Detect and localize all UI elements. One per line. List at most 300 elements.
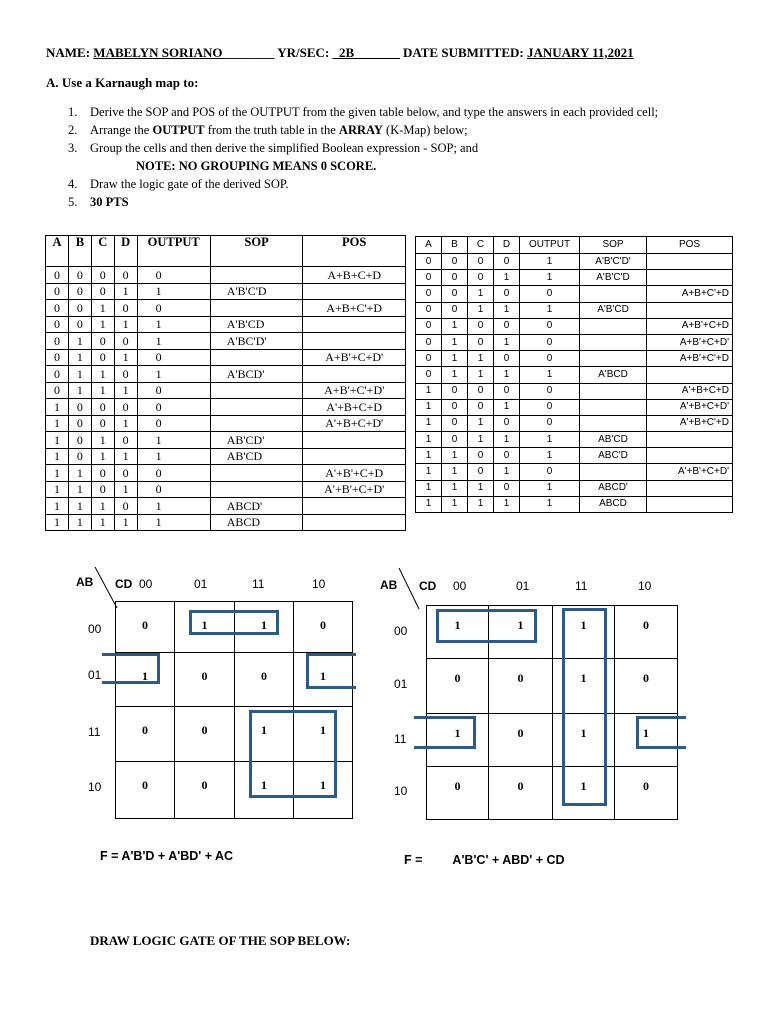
table-cell: 1 (442, 318, 468, 334)
table-row (416, 448, 733, 464)
table-cell: 0 (46, 349, 69, 366)
table-cell: 0 (91, 333, 114, 350)
kmap-cell: 1 (235, 762, 294, 819)
kmap-row-label: 00 (394, 624, 408, 638)
table-cell: 0 (494, 415, 520, 431)
table-cell: 1 (468, 480, 494, 496)
kmap-equation (404, 853, 565, 867)
table-cell: 0 (520, 399, 580, 415)
table-cell: 1 (114, 283, 137, 300)
table-cell (580, 383, 647, 399)
table-row (416, 496, 733, 512)
table-cell: 1 (520, 302, 580, 318)
table-cell: 0 (416, 318, 442, 334)
table-cell: 1 (68, 366, 91, 383)
table-cell: 1 (137, 366, 210, 383)
section-title: A. Use a Karnaugh map to: (46, 75, 199, 90)
table-cell: 0 (46, 333, 69, 350)
table-cell: 1 (114, 415, 137, 432)
kmap-col-label: 00 (139, 577, 153, 591)
table-cell: 1 (114, 514, 137, 531)
table-cell: A+B+C'+D (303, 300, 406, 317)
kmap-cell: 1 (427, 606, 489, 659)
kmap-cell: 0 (489, 659, 553, 714)
table-cell: 1 (520, 432, 580, 448)
table-cell: 1 (46, 448, 69, 465)
kmap-cell: 1 (116, 653, 175, 707)
table-cell: 0 (137, 349, 210, 366)
table-cell: A+B'+C'+D (647, 351, 733, 367)
name-label: NAME: (46, 45, 91, 60)
table-cell: 0 (91, 283, 114, 300)
kmap-row-label: 11 (88, 725, 101, 739)
table-row (416, 302, 733, 318)
table-cell (647, 432, 733, 448)
table-cell: 0 (416, 270, 442, 286)
table-cell: 1 (91, 448, 114, 465)
date-value: JANUARY 11,2021 (526, 45, 634, 60)
table-cell: 0 (68, 432, 91, 449)
table-cell: 1 (520, 448, 580, 464)
table-cell: 1 (91, 300, 114, 317)
table-cell: 0 (442, 302, 468, 318)
table-cell: A'+B'+C+D' (647, 464, 733, 480)
table-cell (303, 366, 406, 383)
table-cell (580, 318, 647, 334)
header-line (46, 45, 634, 61)
table-cell: 0 (114, 333, 137, 350)
table-cell: 0 (520, 415, 580, 431)
kmap-group-outline (636, 716, 686, 749)
table-cell: 1 (68, 349, 91, 366)
table-row (416, 318, 733, 334)
table-row (46, 316, 406, 333)
table-cell: 0 (494, 480, 520, 496)
table-cell (210, 415, 303, 432)
table-cell: 0 (46, 300, 69, 317)
table-cell: 1 (520, 480, 580, 496)
table-cell: 1 (137, 316, 210, 333)
table-row (46, 415, 406, 432)
table-cell: 0 (494, 286, 520, 302)
column-header: B (68, 236, 91, 267)
kmap-cell: 1 (175, 602, 235, 653)
column-header: C (91, 236, 114, 267)
table-cell: 1 (46, 514, 69, 531)
kmap-cell: 0 (615, 659, 678, 714)
table-cell: 1 (46, 415, 69, 432)
table-cell: A+B'+C+D' (647, 334, 733, 350)
table-cell: 0 (416, 286, 442, 302)
column-header: SOP (580, 237, 647, 254)
yrsec-label: YR/SEC: (277, 45, 330, 60)
kmap-cell: 0 (294, 602, 353, 653)
kmap-cell: 1 (294, 653, 353, 707)
table-cell: 1 (46, 465, 69, 482)
table-cell: 0 (68, 399, 91, 416)
table-cell (303, 432, 406, 449)
kmap-cell: 0 (489, 767, 553, 820)
column-header: POS (647, 237, 733, 254)
column-header: B (442, 237, 468, 254)
table-row (46, 300, 406, 317)
table-cell: 0 (494, 383, 520, 399)
table-header-row (416, 237, 733, 254)
kmap-cell: 1 (615, 714, 678, 767)
kmap-row (427, 659, 678, 714)
table-row (46, 399, 406, 416)
table-cell: 0 (46, 382, 69, 399)
table-row (46, 465, 406, 482)
table-cell: 0 (114, 465, 137, 482)
table-cell: 0 (46, 267, 69, 284)
table-cell: 1 (46, 399, 69, 416)
table-cell: 1 (137, 498, 210, 515)
kmap-cell: 1 (294, 762, 353, 819)
table-cell: 0 (494, 254, 520, 270)
table-cell: ABCD' (210, 498, 303, 515)
table-cell: 1 (416, 464, 442, 480)
table-cell: 0 (520, 351, 580, 367)
table-cell: 1 (494, 496, 520, 512)
table-cell: 0 (68, 267, 91, 284)
column-header: D (494, 237, 520, 254)
kmap-equation: F = A'B'D + A'BD' + AC (100, 849, 234, 863)
kmap-row-label: 10 (394, 784, 408, 798)
equation-label: F = (404, 853, 423, 867)
table-cell: 0 (468, 254, 494, 270)
table-cell: 1 (494, 399, 520, 415)
table-cell: 0 (416, 351, 442, 367)
table-cell: 0 (91, 415, 114, 432)
table-cell: 1 (137, 333, 210, 350)
kmap-row-label: 00 (88, 622, 102, 636)
column-header: SOP (210, 236, 303, 267)
table-cell (210, 465, 303, 482)
truth-table-right (415, 236, 733, 513)
table-cell: A+B+C'+D (647, 286, 733, 302)
table-cell: A'+B+C+D' (647, 399, 733, 415)
table-row (46, 382, 406, 399)
table-cell: A+B'+C'+D' (303, 382, 406, 399)
kmap-cell: 1 (553, 714, 615, 767)
table-cell: A'BC'D' (210, 333, 303, 350)
table-cell: 0 (442, 270, 468, 286)
kmap-col-label: 01 (194, 577, 208, 591)
table-cell: 0 (68, 448, 91, 465)
table-cell: 0 (46, 283, 69, 300)
table-cell (647, 302, 733, 318)
table-row (416, 383, 733, 399)
table-cell: 0 (114, 498, 137, 515)
table-cell: 0 (68, 316, 91, 333)
table-cell: A'B'CD (210, 316, 303, 333)
table-cell (580, 286, 647, 302)
table-cell: A'B'C'D (580, 270, 647, 286)
table-cell: 1 (68, 514, 91, 531)
kmap-cell: 0 (175, 653, 235, 707)
table-row (46, 514, 406, 531)
table-cell: 1 (494, 432, 520, 448)
table-cell (580, 334, 647, 350)
kmap-group-outline (249, 710, 337, 798)
name-trail: ________ (222, 45, 275, 60)
kmap-group-outline (436, 609, 537, 643)
table-cell: 0 (520, 383, 580, 399)
kmap-cell: 0 (427, 767, 489, 820)
kmap-col-label: 10 (312, 577, 326, 591)
table-row (416, 464, 733, 480)
table-cell: 1 (442, 448, 468, 464)
table-cell: A'BCD' (210, 366, 303, 383)
table-row (46, 498, 406, 515)
table-cell: 0 (442, 415, 468, 431)
table-cell: 1 (442, 351, 468, 367)
table-cell: 0 (91, 399, 114, 416)
table-cell: ABCD' (580, 480, 647, 496)
table-row (416, 399, 733, 415)
table-cell: 1 (442, 496, 468, 512)
table-cell (647, 480, 733, 496)
instruction-item: 4. Draw the logic gate of the derived SOP. (68, 177, 289, 191)
kmap-cell: 0 (175, 762, 235, 819)
table-row (416, 432, 733, 448)
table-cell: 1 (137, 283, 210, 300)
kmap-cell: 1 (489, 606, 553, 659)
table-cell: 0 (137, 465, 210, 482)
table-row (46, 267, 406, 284)
table-row (46, 349, 406, 366)
table-cell: A+B+C+D (303, 267, 406, 284)
table-cell: 1 (494, 334, 520, 350)
table-cell: 1 (114, 448, 137, 465)
table-cell: 1 (494, 367, 520, 383)
table-row (416, 415, 733, 431)
table-cell: 1 (68, 333, 91, 350)
table-cell (647, 270, 733, 286)
table-cell: 1 (520, 270, 580, 286)
table-cell: 1 (416, 399, 442, 415)
table-cell: 0 (520, 286, 580, 302)
table-cell: 0 (442, 286, 468, 302)
table-cell: 0 (114, 267, 137, 284)
kmap-group-outline (102, 653, 160, 684)
table-cell: 1 (494, 302, 520, 318)
table-row (416, 351, 733, 367)
table-cell (210, 300, 303, 317)
table-cell: 0 (520, 318, 580, 334)
instruction-note: NOTE: NO GROUPING MEANS 0 SCORE. (136, 159, 377, 173)
table-cell: 1 (114, 481, 137, 498)
column-header: A (46, 236, 69, 267)
instruction-item: 3. Group the cells and then derive the simplified Boolean expression - SOP; and (68, 141, 479, 155)
column-header: OUTPUT (520, 237, 580, 254)
table-cell (303, 498, 406, 515)
table-cell: 0 (68, 283, 91, 300)
kmap-row-label: 01 (394, 677, 408, 691)
kmap-col-label: 11 (575, 579, 588, 593)
table-cell (580, 464, 647, 480)
kmap-cell: 1 (427, 714, 489, 767)
kmap-cell: 0 (116, 762, 175, 819)
column-header: C (468, 237, 494, 254)
table-cell: 0 (442, 399, 468, 415)
table-cell (210, 349, 303, 366)
table-cell: ABCD (210, 514, 303, 531)
table-row (46, 481, 406, 498)
table-cell: 1 (137, 448, 210, 465)
table-cell: 0 (520, 334, 580, 350)
table-cell: 1 (468, 415, 494, 431)
table-cell: A'B'C'D (210, 283, 303, 300)
column-header: A (416, 237, 442, 254)
table-cell: 0 (114, 366, 137, 383)
truth-table-left (45, 235, 406, 531)
kmap-cell: 1 (235, 602, 294, 653)
table-cell: 0 (468, 270, 494, 286)
table-cell: 1 (416, 496, 442, 512)
table-cell: 1 (520, 367, 580, 383)
table-row (46, 283, 406, 300)
table-row (46, 333, 406, 350)
kmap-col-label: 10 (638, 579, 652, 593)
table-cell: 1 (91, 432, 114, 449)
kmap-row-label: 10 (88, 780, 102, 794)
kmap-col-label: 00 (453, 579, 467, 593)
table-cell: 0 (442, 383, 468, 399)
table-cell: 0 (416, 367, 442, 383)
table-cell (303, 448, 406, 465)
kmap-cell: 0 (615, 767, 678, 820)
table-cell: ABCD (580, 496, 647, 512)
kmap-cell: 0 (235, 653, 294, 707)
table-cell: 0 (468, 464, 494, 480)
table-cell: 0 (46, 316, 69, 333)
table-row (416, 367, 733, 383)
kmap-group-outline (189, 610, 279, 635)
table-cell: 1 (416, 383, 442, 399)
table-cell: 0 (468, 399, 494, 415)
kmap-row-label: 01 (88, 668, 102, 682)
table-cell: 1 (114, 316, 137, 333)
table-cell: A'BCD (580, 367, 647, 383)
column-header: D (114, 236, 137, 267)
table-cell: AB'CD (210, 448, 303, 465)
table-cell (303, 283, 406, 300)
table-cell: AB'CD' (210, 432, 303, 449)
date-label: DATE SUBMITTED: (402, 45, 524, 60)
table-cell: 1 (468, 367, 494, 383)
table-cell (303, 514, 406, 531)
table-row (46, 366, 406, 383)
table-cell: A'+B+C'+D (647, 415, 733, 431)
table-header-row (46, 236, 406, 267)
table-row (416, 334, 733, 350)
instruction-item: 2. Arrange the OUTPUT from the truth table in the ARRAY (K-Map) below; (68, 123, 468, 137)
table-cell: A'+B+C+D' (303, 415, 406, 432)
table-row (416, 286, 733, 302)
table-cell: ABC'D (580, 448, 647, 464)
table-cell: 1 (468, 432, 494, 448)
draw-logic-gate-title: DRAW LOGIC GATE OF THE SOP BELOW: (90, 933, 351, 948)
column-header: POS (303, 236, 406, 267)
kmap-cell: 0 (116, 602, 175, 653)
table-cell: A'+B+C+D (647, 383, 733, 399)
table-cell: 0 (68, 300, 91, 317)
table-cell (647, 367, 733, 383)
kmap-group-outline (414, 716, 476, 749)
table-cell: 0 (91, 267, 114, 284)
table-cell (210, 399, 303, 416)
table-cell (580, 399, 647, 415)
table-cell: 0 (46, 366, 69, 383)
table-cell: A'B'C'D' (580, 254, 647, 270)
table-cell: 0 (468, 448, 494, 464)
kmap-cell: 1 (553, 659, 615, 714)
kmap-cell: 1 (235, 707, 294, 762)
table-cell: AB'CD (580, 432, 647, 448)
table-cell: 0 (494, 351, 520, 367)
table-cell: 1 (416, 415, 442, 431)
table-cell: 0 (520, 464, 580, 480)
name-value: MABELYN SORIANO (93, 45, 223, 60)
column-header: OUTPUT (137, 236, 210, 267)
table-cell: A'B'CD (580, 302, 647, 318)
table-cell (210, 481, 303, 498)
table-cell (647, 254, 733, 270)
table-cell: 0 (468, 334, 494, 350)
table-cell: 1 (114, 382, 137, 399)
table-cell: 0 (442, 432, 468, 448)
table-cell: 0 (137, 267, 210, 284)
kmap-cell: 0 (489, 714, 553, 767)
kmap-col-label: 01 (516, 579, 530, 593)
instruction-item: 1. Derive the SOP and POS of the OUTPUT from the given table below, and type the answers in each provided cell; (68, 105, 659, 119)
kmap-group-outline (562, 608, 607, 806)
table-cell: 1 (68, 382, 91, 399)
kmap-cell: 0 (427, 659, 489, 714)
kmap-cell: 0 (175, 707, 235, 762)
table-cell: 1 (416, 448, 442, 464)
table-cell (647, 448, 733, 464)
table-cell: 1 (91, 316, 114, 333)
instruction-item: 5. 30 PTS (68, 195, 129, 209)
table-cell: 0 (442, 254, 468, 270)
table-cell: 1 (494, 464, 520, 480)
table-cell: 1 (442, 334, 468, 350)
table-cell: 1 (416, 480, 442, 496)
table-cell: 0 (494, 448, 520, 464)
table-cell (303, 333, 406, 350)
table-cell: 1 (468, 351, 494, 367)
yrsec-value: _2B_______ (332, 45, 400, 60)
table-cell: 1 (91, 514, 114, 531)
table-cell: 0 (68, 415, 91, 432)
table-cell: 1 (68, 498, 91, 515)
table-cell: 1 (68, 481, 91, 498)
table-cell: 0 (137, 300, 210, 317)
instruction-list (68, 103, 658, 211)
kmap-ab-label: AB (380, 578, 398, 592)
table-cell (580, 351, 647, 367)
kmap-cell: 1 (553, 767, 615, 820)
table-cell: 1 (468, 496, 494, 512)
kmap-cell: 1 (294, 707, 353, 762)
table-cell: 1 (442, 367, 468, 383)
table-cell: 0 (416, 254, 442, 270)
table-cell: 1 (442, 480, 468, 496)
kmap-cd-label: CD (115, 577, 133, 591)
